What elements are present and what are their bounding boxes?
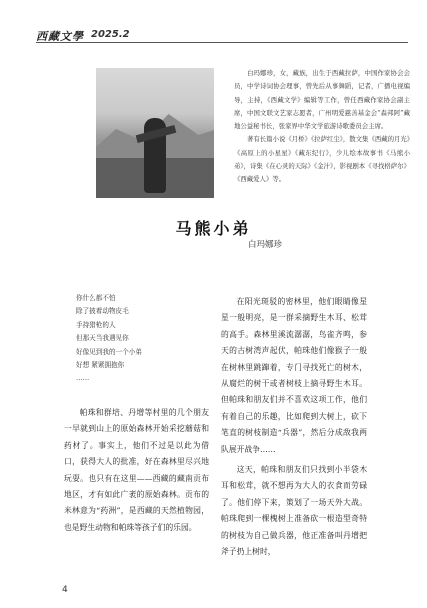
bio-paragraph: 白玛娜珍，女，藏族，出生于西藏拉萨，中国作家协会会员，中学诗词协会理事，曾先后从事舞蹈，记者，广播电视编导，主持，《西藏文学》编辑等工作，曾任西藏作家协会副主席，中国文联文艺家志愿者，广州明爱慈善基金会“森邦阿”藏地公益秘书长，张家界中华文学旅游诗歌委员会主席。: [234, 69, 410, 131]
poem-line: 好想 紧紧拥抱你: [76, 361, 125, 370]
poem-line: 你什么都不怕: [76, 294, 116, 302]
poem-line: ……: [76, 374, 90, 383]
issue-number: 2025.2: [91, 29, 130, 40]
author-photo: [96, 68, 214, 198]
page-header: [36, 26, 408, 46]
body-column-right: [221, 294, 367, 561]
poem-line: 除了披着动物皮毛: [76, 307, 129, 316]
author-bio: [234, 67, 410, 187]
body-paragraph: 这天，帕珠和朋友们只找到小半袋木耳和松茸，就不想再为大人的衣食而劳碌了。他们停下来，策划了一场天外大战。帕珠爬到一棵槐树上准备砍一根造型奇特的树枝为自己做兵器，他正准备叫丹增把斧子扔上树时，: [221, 465, 367, 557]
page-number: 4: [62, 585, 68, 595]
article-title: 马熊小弟: [175, 219, 252, 238]
header-divider: [36, 42, 408, 43]
epigraph-poem: [76, 292, 206, 386]
bio-paragraph: 著有长篇小说《月桥》《拉萨红尘》，散文集《西藏的月光》《高原上的小星星》《藏东纪行》，少儿绘本故事书《马熊小弟》，诗集《在心灵的天际》《金汁》，影视剧本《寻找格萨尔》《西藏爱人》等。: [234, 135, 410, 184]
magazine-name: 西藏文學: [36, 30, 84, 43]
article-author: 白玛娜珍: [248, 240, 283, 250]
poem-line: 但那天当我遇见你: [76, 334, 129, 343]
poem-line: 好像见到我的一个小弟: [76, 347, 142, 356]
poem-line: 手持猎枪的人: [76, 320, 116, 329]
body-paragraph: 帕珠和群培、丹增等村里的几个朋友一早就到山上的原始森林开始采挖蘑菇和药材了。事实上，他们不过是以此为借口，获得大人的批准，好在森林里尽兴地玩耍。也只有在这里——西藏的藏南贡布地区，才有如此广袤的原始森林。贡布的米林意为“药洲”，是西藏的天然植物园，也是野生动物和帕珠等孩子们的乐园。: [64, 408, 209, 532]
body-paragraph: 在阳光斑驳的密林里，他们眼睛像星星一般明亮，是一群采摘野生木耳、松茸的高手。森林里溪流潺潺，鸟雀齐鸣，参天的古树湾声起伏，帕珠他们像猴子一般在树林里跳蹿着，专门寻找死亡的树木，从腐烂的树干或者树枝上摘寻野生木耳。但帕珠和朋友们并不喜欢这项工作，他们有着自己的乐趣，比如爬到大树上，砍下笔直的树枝制造“兵器”，然后分成敌我两队展开战争……: [221, 297, 367, 454]
body-column-left: [64, 405, 209, 536]
